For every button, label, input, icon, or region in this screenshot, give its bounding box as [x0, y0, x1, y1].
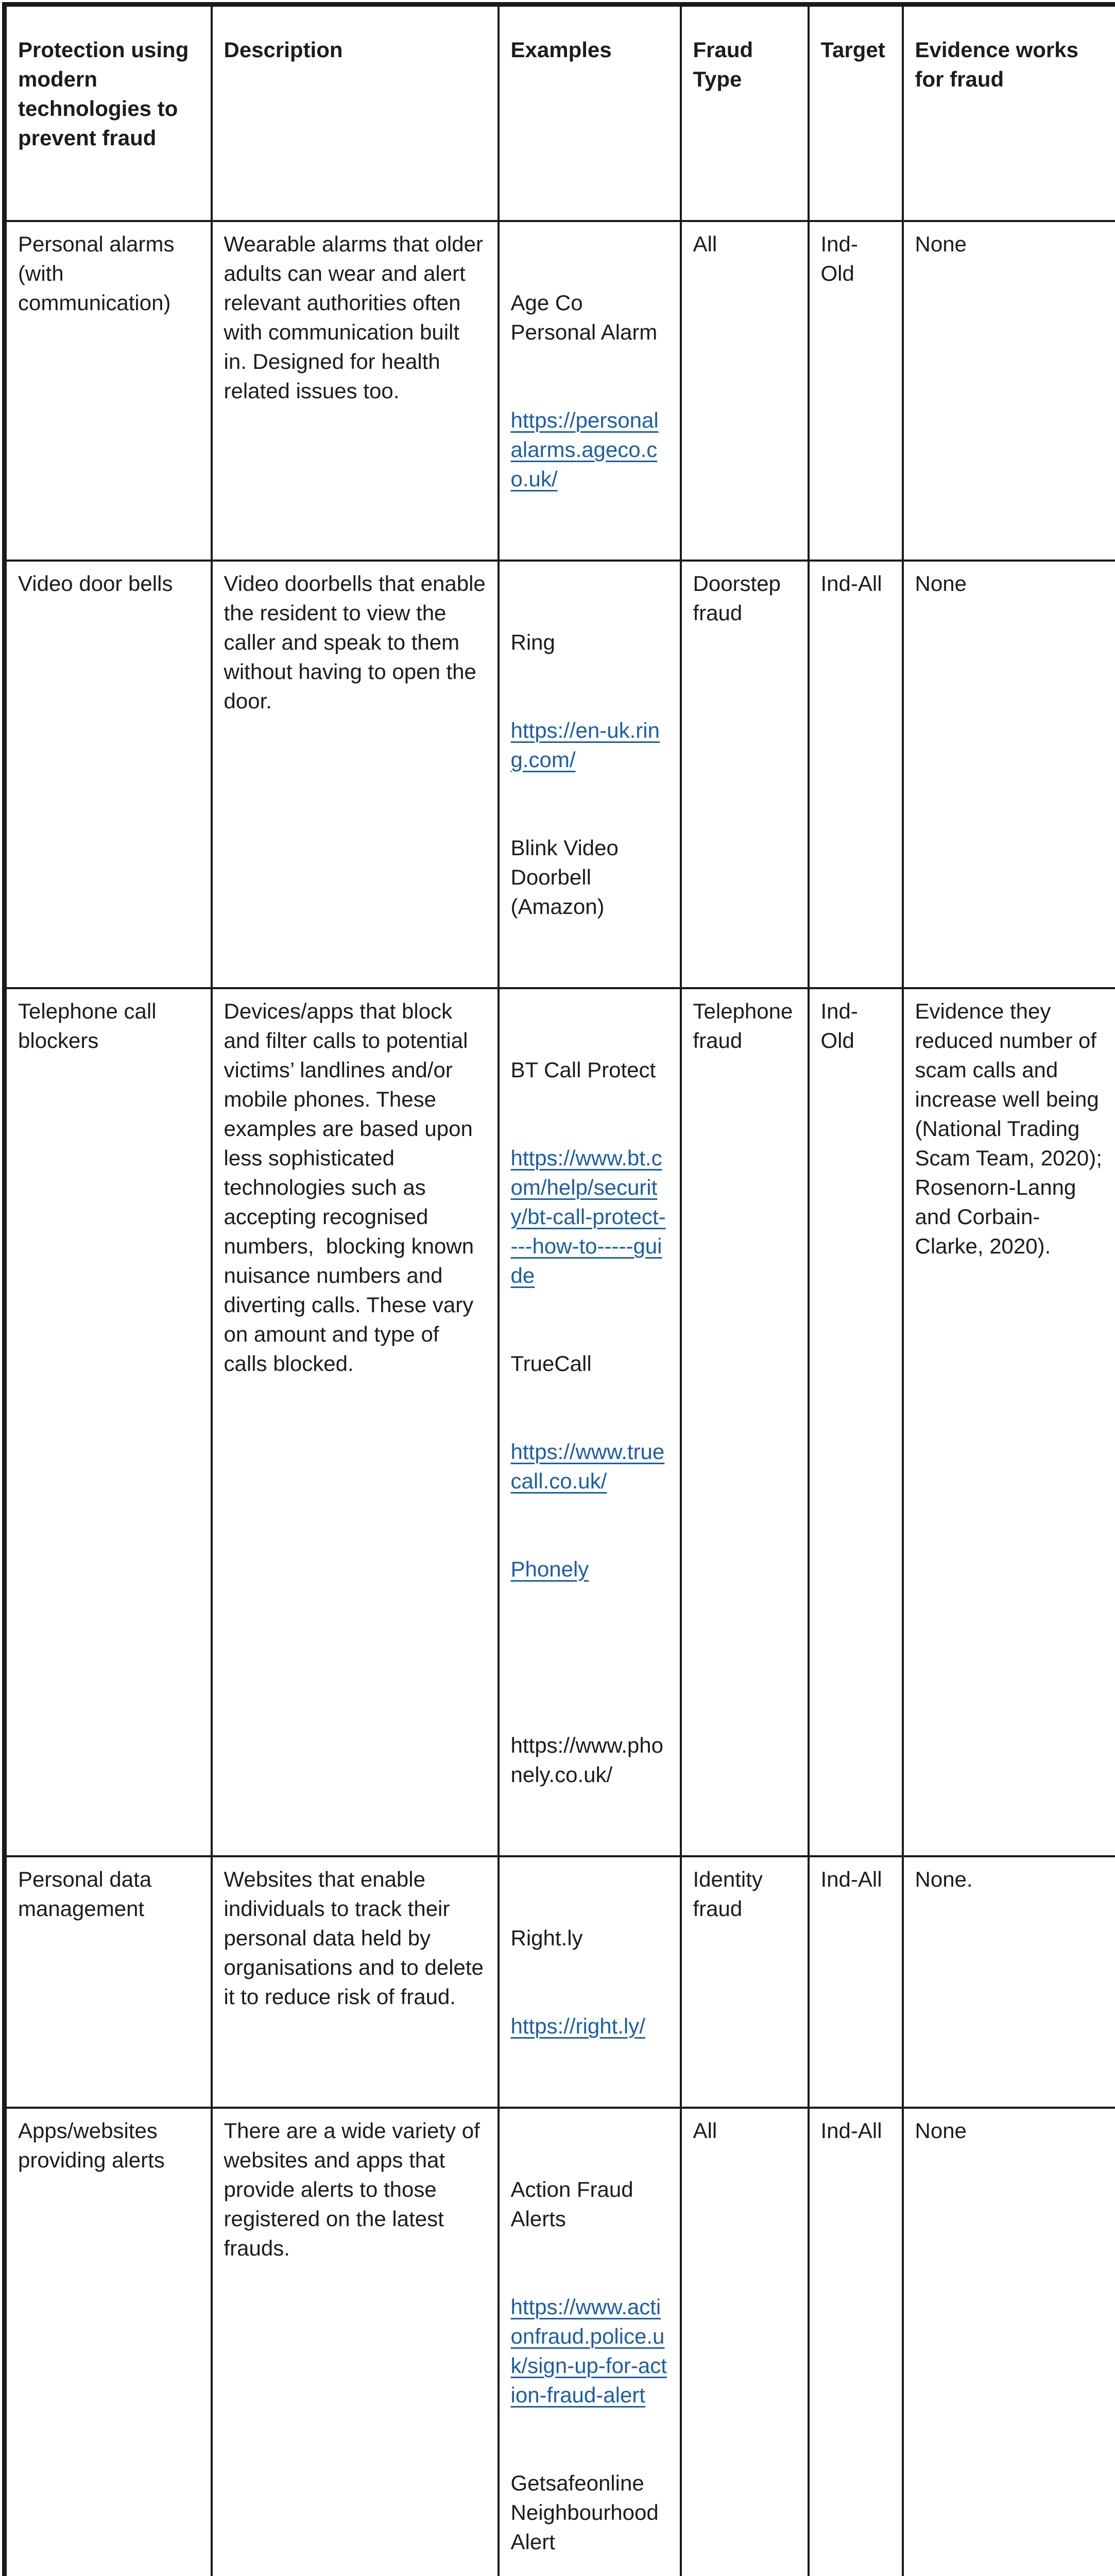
cell-fraud-type: All	[681, 221, 809, 561]
cell-target: Ind-All	[809, 561, 903, 988]
document-page	[0, 2, 1115, 2576]
example-label: Blink Video Doorbell (Amazon)	[511, 833, 670, 921]
column-header-fraud-type: Fraud Type	[681, 5, 809, 221]
table-row	[5, 221, 1115, 561]
cell-examples	[499, 2108, 681, 2576]
cell-description: Websites that enable individuals to track their personal data held by organisations and to delete it to reduce risk of fraud.	[212, 1856, 499, 2108]
column-header-examples: Examples	[499, 5, 681, 221]
cell-protection: Video door bells	[5, 561, 212, 988]
cell-examples	[499, 988, 681, 1856]
cell-evidence: None	[903, 2108, 1115, 2576]
example-label: Ring	[511, 628, 670, 657]
cell-description: Wearable alarms that older adults can wear and alert relevant authorities often with communication built in. Designed for health related issues too.	[212, 221, 499, 561]
example-link[interactable]: Phonely	[511, 1554, 670, 1584]
cell-protection: Personal data management	[5, 1856, 212, 2108]
cell-fraud-type: Identity fraud	[681, 1856, 809, 2108]
cell-evidence: None	[903, 561, 1115, 988]
cell-target: Ind-Old	[809, 221, 903, 561]
cell-fraud-type: Doorstep fraud	[681, 561, 809, 988]
example-link[interactable]: https://right.ly/	[511, 2011, 670, 2041]
table-row	[5, 1856, 1115, 2108]
cell-target: Ind-All	[809, 2108, 903, 2576]
example-label: Right.ly	[511, 1923, 670, 1953]
example-link[interactable]: https://personalalarms.ageco.co.uk/	[511, 405, 670, 494]
cell-evidence: None	[903, 221, 1115, 561]
fraud-protection-table	[2, 2, 1115, 2576]
column-header-target: Target	[809, 5, 903, 221]
header-row	[5, 5, 1115, 221]
example-link[interactable]: https://www.truecall.co.uk/	[511, 1437, 670, 1496]
cell-target: Ind-Old	[809, 988, 903, 1856]
table-row	[5, 988, 1115, 1856]
example-label: Action Fraud Alerts	[511, 2175, 670, 2233]
cell-examples	[499, 221, 681, 561]
cell-target: Ind-All	[809, 1856, 903, 2108]
table-row	[5, 561, 1115, 988]
example-label: TrueCall	[511, 1349, 670, 1378]
table-row	[5, 2108, 1115, 2576]
cell-evidence: None.	[903, 1856, 1115, 2108]
cell-protection: Telephone call blockers	[5, 988, 212, 1856]
column-header-protection: Protection using modern technologies to prevent fraud	[5, 5, 212, 221]
column-header-description: Description	[212, 5, 499, 221]
cell-description: Video doorbells that enable the resident to view the caller and speak to them without having to open the door.	[212, 561, 499, 988]
cell-examples	[499, 561, 681, 988]
cell-protection: Personal alarms (with communication)	[5, 221, 212, 561]
column-header-evidence: Evidence works for fraud	[903, 5, 1115, 221]
example-link[interactable]: https://en-uk.ring.com/	[511, 716, 670, 774]
cell-description: Devices/apps that block and filter calls to potential victims’ landlines and/or mobile phones. These examples are based upon less sophisticated technologies such as accepting recognised numbers, blocking known nuisance numbers and diverting calls. These vary on amount and type of calls blocked.	[212, 988, 499, 1856]
example-label: Age Co Personal Alarm	[511, 288, 670, 347]
cell-fraud-type: Telephone fraud	[681, 988, 809, 1856]
example-link[interactable]: https://www.actionfraud.police.uk/sign-up-for-action-fraud-alert	[511, 2292, 670, 2410]
example-plain-url: https://www.phonely.co.uk/	[511, 1731, 670, 1789]
cell-examples	[499, 1856, 681, 2108]
cell-protection: Apps/websites providing alerts	[5, 2108, 212, 2576]
example-link[interactable]: https://www.bt.com/help/security/bt-call-protect----how-to-----guide	[511, 1143, 670, 1290]
cell-description: There are a wide variety of websites and apps that provide alerts to those registered on the latest frauds.	[212, 2108, 499, 2576]
cell-fraud-type: All	[681, 2108, 809, 2576]
cell-evidence: Evidence they reduced number of scam calls and increase well being (National Trading Scam Team, 2020); Rosenorn-Lanng and Corbain-Clarke, 2020).	[903, 988, 1115, 1856]
example-label: BT Call Protect	[511, 1055, 670, 1084]
example-label: Getsafeonline Neighbourhood Alert	[511, 2468, 670, 2556]
paragraph-gap	[511, 1642, 670, 1672]
